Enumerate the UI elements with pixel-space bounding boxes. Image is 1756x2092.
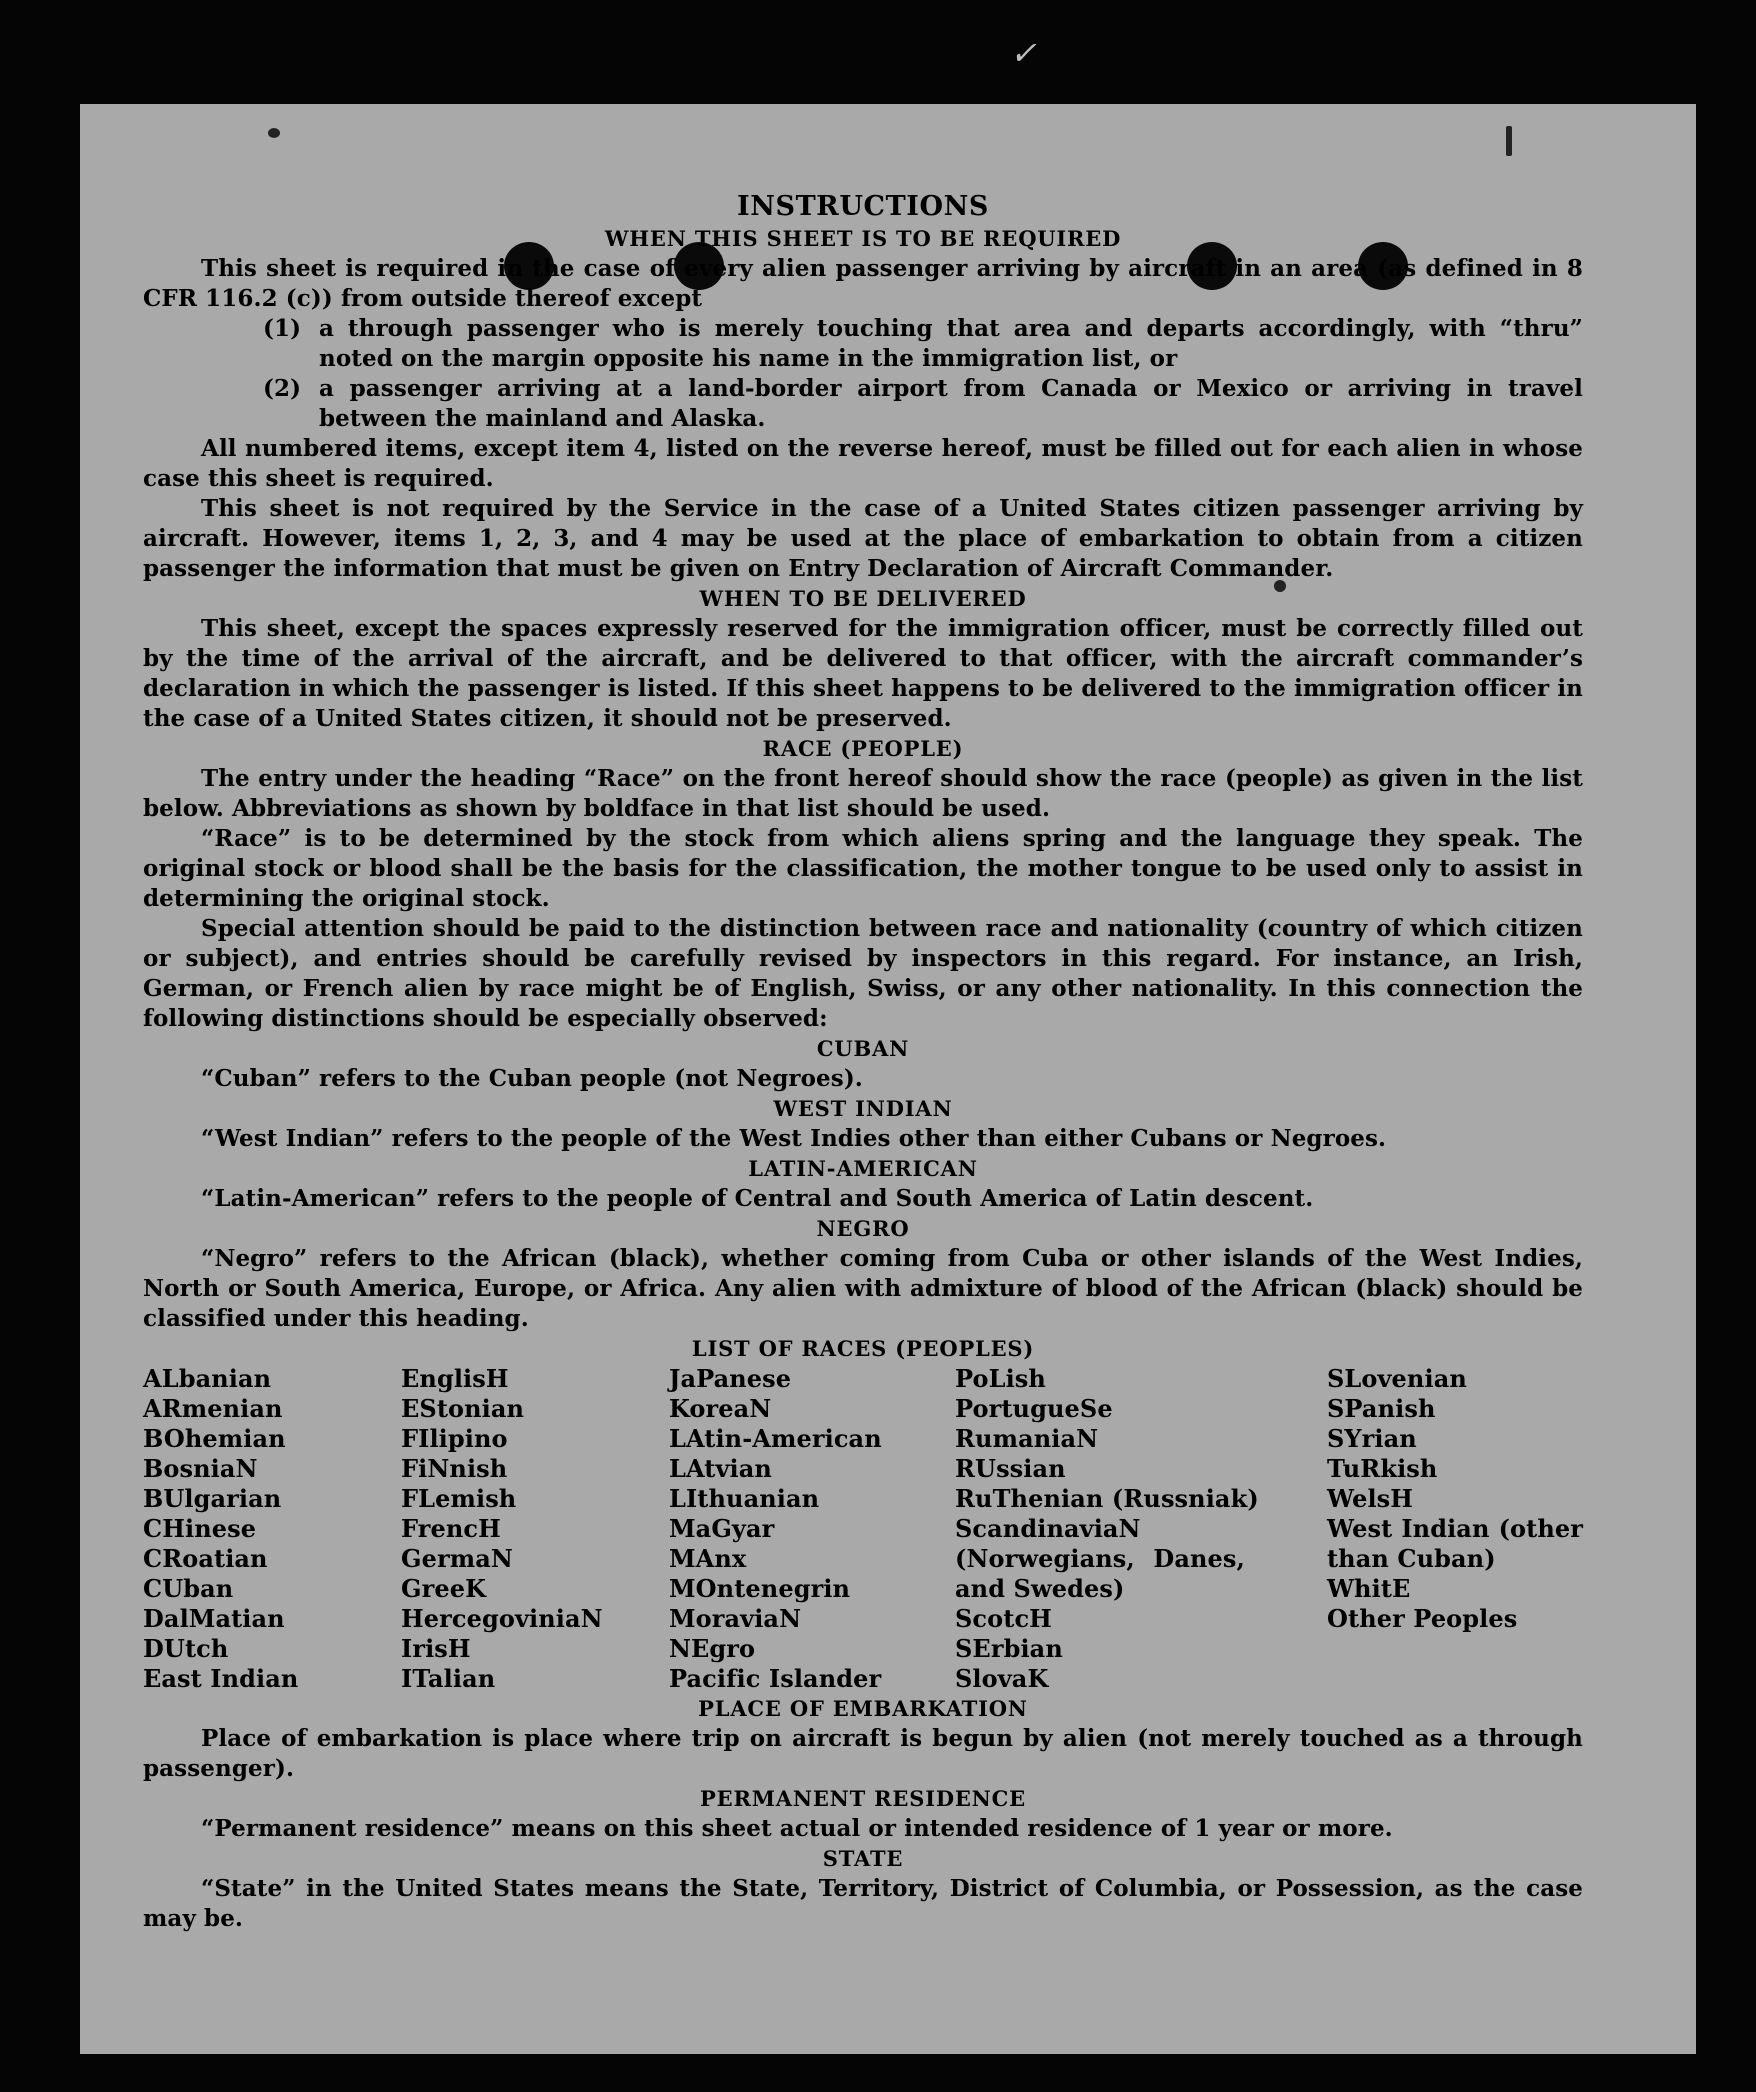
race-item: MaGyar xyxy=(669,1514,775,1543)
heading-when-required: WHEN THIS SHEET IS TO BE REQUIRED xyxy=(604,226,1122,251)
race-item: BUlgarian xyxy=(143,1484,282,1513)
races-list xyxy=(143,1364,1583,1694)
race-item: KoreaN xyxy=(669,1394,772,1423)
race-item: MoraviaN xyxy=(669,1604,802,1633)
race-item: SYrian xyxy=(1327,1424,1417,1453)
race-item: PortugueSe xyxy=(955,1394,1113,1423)
paragraph-race-nationality: Special attention should be paid to the distinction between race and nationality (country of which citizen or subject), and entries should be carefully revised by inspectors in this regard. For instance, an Irish, German, or French alien by race might be of English, Swiss, or any other nationality. In this connection the following distinctions should be especially observed: xyxy=(143,915,1583,1032)
race-item: FLemish xyxy=(401,1484,517,1513)
race-item: GermaN xyxy=(401,1544,513,1573)
races-column xyxy=(669,1364,955,1694)
paragraph-state: “State” in the United States means the State, Territory, District of Columbia, or Possession, as the case may be. xyxy=(143,1875,1583,1932)
race-item: FrencH xyxy=(401,1514,501,1543)
race-item: RUssian xyxy=(955,1454,1066,1483)
race-item: JaPanese xyxy=(669,1364,792,1393)
ink-speck xyxy=(268,128,280,138)
race-item: FIlipino xyxy=(401,1424,508,1453)
race-item: CHinese xyxy=(143,1514,257,1543)
paragraph-numbered-items: All numbered items, except item 4, listed on the reverse hereof, must be filled out for each alien in whose case this sheet is required. xyxy=(143,435,1583,492)
race-item: SlovaK xyxy=(955,1664,1049,1693)
race-item: SErbian xyxy=(955,1634,1063,1663)
race-item: EStonian xyxy=(401,1394,525,1423)
corner-check-mark: ✓ xyxy=(1010,34,1037,72)
races-column xyxy=(1327,1364,1583,1694)
race-item: DUtch xyxy=(143,1634,229,1663)
race-item: LAtin-American xyxy=(669,1424,882,1453)
race-item: West Indian (other than Cuban) xyxy=(1327,1514,1583,1573)
exception-text: a passenger arriving at a land-border airport from Canada or Mexico or arriving in travel between the mainland and Alaska. xyxy=(319,375,1583,432)
race-item: LAtvian xyxy=(669,1454,772,1483)
races-column xyxy=(143,1364,401,1694)
race-item: IrisH xyxy=(401,1634,471,1663)
race-item: HercegoviniaN xyxy=(401,1604,603,1633)
race-item: RumaniaN xyxy=(955,1424,1099,1453)
paragraph-delivery: This sheet, except the spaces expressly reserved for the immigration officer, must be correctly filled out by the time of the arrival of the aircraft, and be delivered to that officer, with the aircraft commander’s declaration in which the passenger is listed. If this sheet happens to be delivered to the immigration officer in the case of a United States citizen, it should not be preserved. xyxy=(143,615,1583,732)
paragraph-requirement: This sheet is required in the case of every alien passenger arriving by aircraft in an area (as defined in 8 CFR 116.2 (c)) from outside thereof except xyxy=(143,255,1583,312)
exception-number: (1) xyxy=(263,315,302,342)
instructions-text xyxy=(143,190,1583,1934)
race-item: ITalian xyxy=(401,1664,496,1693)
race-item: WhitE xyxy=(1327,1574,1411,1603)
paragraph-citizen: This sheet is not required by the Service in the case of a United States citizen passenger arriving by aircraft. However, items 1, 2, 3, and 4 may be used at the place of embarkation to obtain from a citizen passenger the information that must be given on Entry Declaration of Aircraft Commander. xyxy=(143,495,1583,582)
race-item: GreeK xyxy=(401,1574,487,1603)
ink-speck xyxy=(1506,126,1512,156)
paragraph-cuban: “Cuban” refers to the Cuban people (not Negroes). xyxy=(201,1065,863,1092)
race-item: NEgro xyxy=(669,1634,756,1663)
heading-west-indian: WEST INDIAN xyxy=(773,1096,953,1121)
race-item: WelsH xyxy=(1327,1484,1414,1513)
race-item: East Indian xyxy=(143,1664,299,1693)
race-item: MAnx xyxy=(669,1544,747,1573)
paragraph-embarkation: Place of embarkation is place where trip on aircraft is begun by alien (not merely touched as a through passenger). xyxy=(143,1725,1583,1782)
exception-number: (2) xyxy=(263,375,302,402)
race-item: SPanish xyxy=(1327,1394,1436,1423)
paragraph-race-entry: The entry under the heading “Race” on the front hereof should show the race (people) as given in the list below. Abbreviations as shown by boldface in that list should be used. xyxy=(143,765,1583,822)
race-item: ScandinaviaN (Norwegians, Danes, and Swedes) xyxy=(955,1514,1245,1603)
races-column xyxy=(955,1364,1327,1694)
race-item: Other Peoples xyxy=(1327,1604,1518,1633)
heading-state: STATE xyxy=(822,1846,904,1871)
race-item: MOntenegrin xyxy=(669,1574,851,1603)
heading-cuban: CUBAN xyxy=(816,1036,910,1061)
exception-item xyxy=(143,374,1583,434)
race-item: ALbanian xyxy=(143,1364,272,1393)
exception-text: a through passenger who is merely touching that area and departs accordingly, with “thru” noted on the margin opposite his name in the immigration list, or xyxy=(319,315,1583,372)
race-item: ARmenian xyxy=(143,1394,283,1423)
race-item: BOhemian xyxy=(143,1424,286,1453)
heading-permanent-residence: PERMANENT RESIDENCE xyxy=(700,1786,1026,1811)
race-item: FiNnish xyxy=(401,1454,508,1483)
heading-latin-american: LATIN-AMERICAN xyxy=(748,1156,978,1181)
race-item: LIthuanian xyxy=(669,1484,820,1513)
race-item: CUban xyxy=(143,1574,234,1603)
race-item: BosniaN xyxy=(143,1454,258,1483)
race-item: CRoatian xyxy=(143,1544,268,1573)
race-item: DalMatian xyxy=(143,1604,285,1633)
races-column xyxy=(401,1364,669,1694)
paragraph-latin-american: “Latin-American” refers to the people of Central and South America of Latin descent. xyxy=(201,1185,1314,1212)
race-item: TuRkish xyxy=(1327,1454,1438,1483)
page-title: INSTRUCTIONS xyxy=(737,191,989,222)
race-item: PoLish xyxy=(955,1364,1046,1393)
heading-race: RACE (PEOPLE) xyxy=(762,736,964,761)
race-item: RuThenian (Russniak) xyxy=(955,1484,1259,1513)
race-item: ScotcH xyxy=(955,1604,1052,1633)
heading-negro: NEGRO xyxy=(816,1216,910,1241)
paragraph-race-stock: “Race” is to be determined by the stock from which aliens spring and the language they speak. The original stock or blood shall be the basis for the classification, the mother tongue to be used only to assist in determining the original stock. xyxy=(143,825,1583,912)
race-item: Pacific Islander xyxy=(669,1664,882,1693)
paragraph-west-indian: “West Indian” refers to the people of the West Indies other than either Cubans or Negroes. xyxy=(201,1125,1387,1152)
exception-item xyxy=(143,314,1583,374)
heading-embarkation: PLACE OF EMBARKATION xyxy=(698,1696,1028,1721)
heading-list-of-races: LIST OF RACES (PEOPLES) xyxy=(691,1336,1035,1361)
heading-when-delivered: WHEN TO BE DELIVERED xyxy=(699,586,1027,611)
paragraph-negro: “Negro” refers to the African (black), whether coming from Cuba or other islands of the West Indies, North or South America, Europe, or Africa. Any alien with admixture of blood of the African (black) should be classified under this heading. xyxy=(143,1245,1583,1332)
race-item: SLovenian xyxy=(1327,1364,1467,1393)
race-item: EnglisH xyxy=(401,1364,509,1393)
paragraph-permanent-residence: “Permanent residence” means on this sheet actual or intended residence of 1 year or more. xyxy=(201,1815,1393,1842)
